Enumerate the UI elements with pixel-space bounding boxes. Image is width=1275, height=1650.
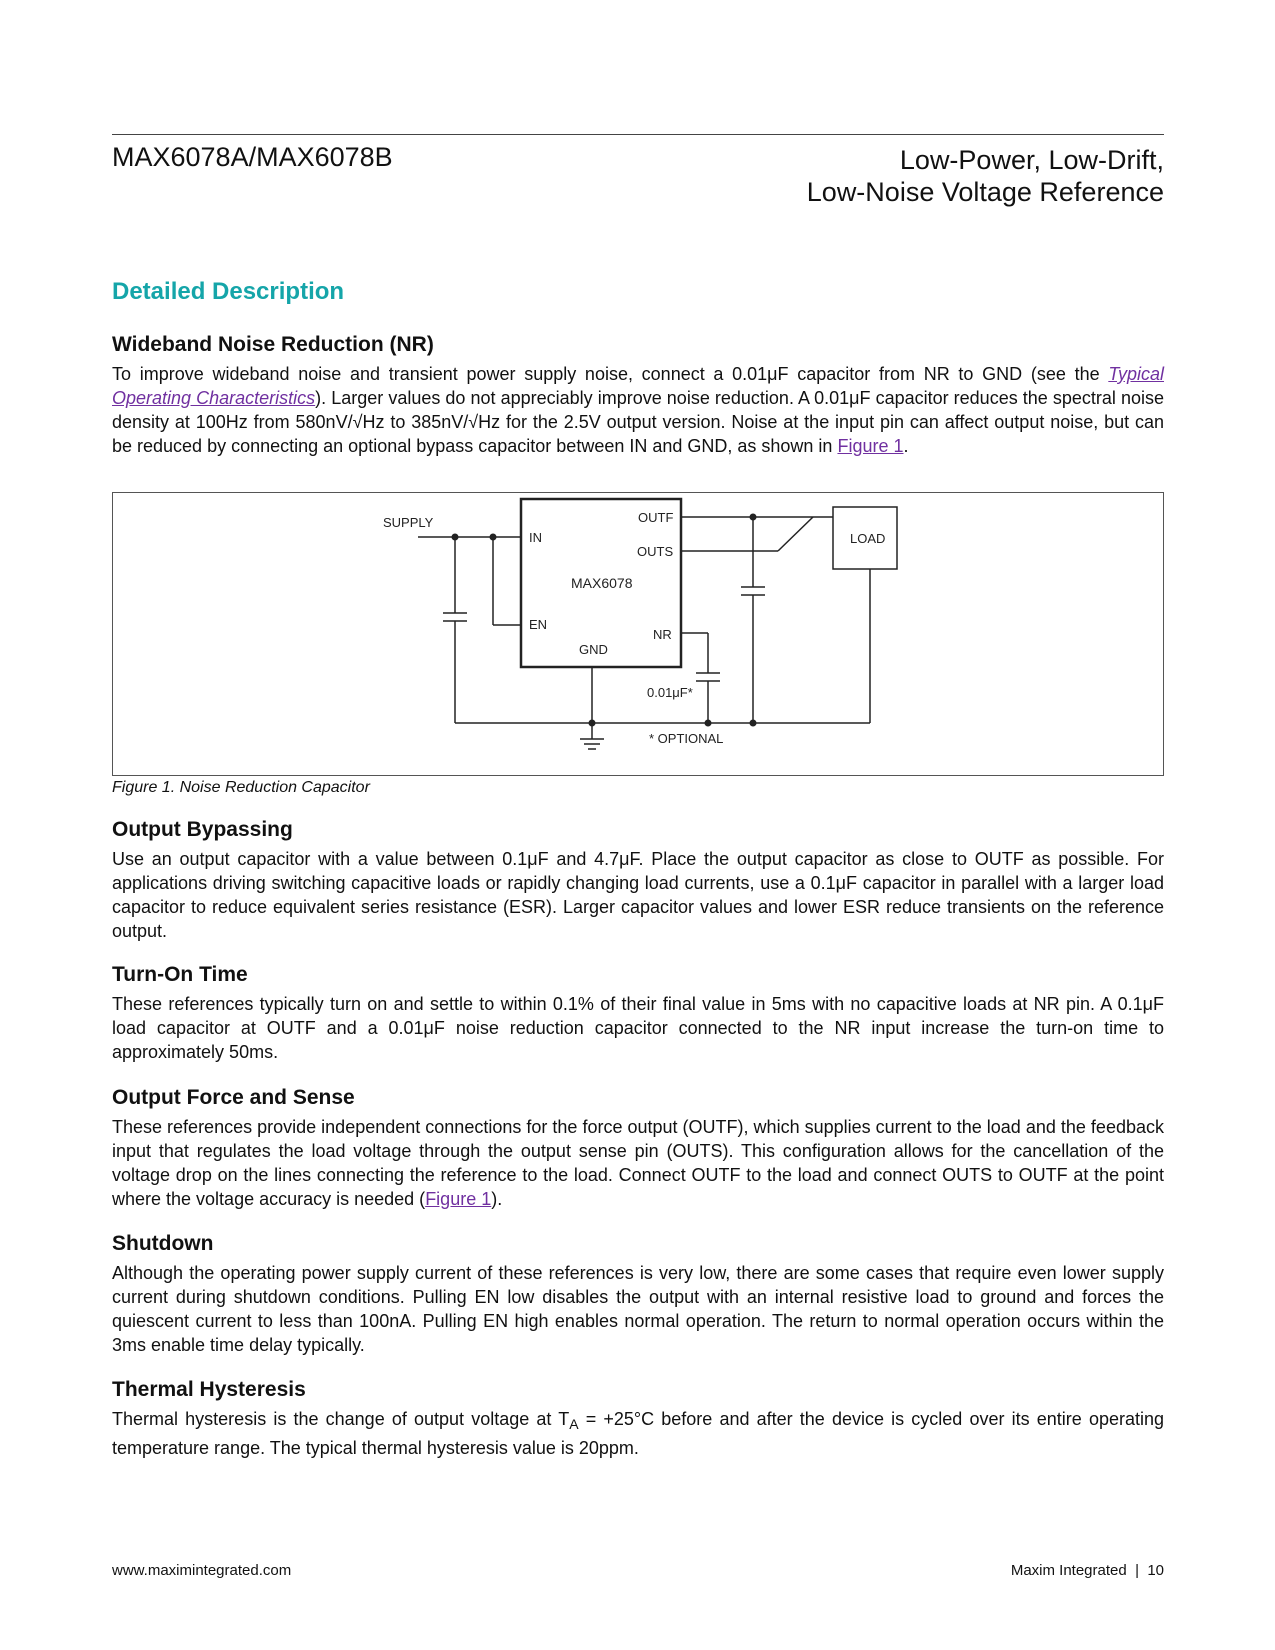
footer-company: Maxim Integrated xyxy=(1010,1562,1127,1579)
link-figure-1[interactable]: Figure 1 xyxy=(425,1189,492,1209)
footer-website[interactable]: www.maximintegrated.com xyxy=(112,1562,292,1579)
label-en: EN xyxy=(529,617,548,632)
document-title-line2: Low-Noise Voltage Reference xyxy=(806,177,1164,207)
thermal-text-1: Thermal hysteresis is the change of output voltage at T xyxy=(112,1409,570,1429)
nr-text-3: . xyxy=(903,436,909,456)
heading-shutdown: Shutdown xyxy=(112,1232,214,1255)
footer-separator: | xyxy=(1135,1562,1139,1579)
force-text-2: ). xyxy=(491,1189,503,1209)
heading-thermal-hysteresis: Thermal Hysteresis xyxy=(112,1378,306,1401)
junction-dot xyxy=(452,534,459,541)
label-load: LOAD xyxy=(850,531,886,546)
label-gnd: GND xyxy=(579,642,608,657)
paragraph-output-bypassing: Use an output capacitor with a value between 0.1μF and 4.7μF. Place the output capacitor as close to OUTF as possible. For applications driving switching capacitive loads or rapidly changing load currents, use a 0.1μF capacitor in parallel with a larger load capacitor to reduce equivalent series resistance (ESR). Larger capacitor values and lower ESR reduce transients on the reference output. xyxy=(112,849,1164,941)
header-rule xyxy=(112,134,1164,135)
junction-dot xyxy=(705,720,712,727)
label-in: IN xyxy=(529,530,542,545)
footer-right xyxy=(1011,1562,1164,1579)
paragraph-shutdown: Although the operating power supply current of these references is very low, there are some cases that require even lower supply current during shutdown conditions. Pulling EN low disables the output with an internal resistive load to ground and forces the quiescent current to less than 100nA. Pulling EN high enables normal operation. The return to normal operation occurs within the 3ms enable time delay typically. xyxy=(112,1263,1164,1355)
section-title: Detailed Description xyxy=(112,278,345,305)
thermal-text-2: = +25°C before and after the device is cycled over its entire operating temperature range. The typical thermal hysteresis value is 20ppm. xyxy=(112,1409,1164,1458)
paragraph-output-force-sense xyxy=(112,1115,1164,1211)
part-number: MAX6078A/MAX6078B xyxy=(112,142,393,172)
nr-text-2: ). Larger values do not appreciably improve noise reduction. A 0.01μF capacitor reduces the spectral noise density at 100Hz from 580nV/√Hz to 385nV/√Hz for the 2.5V output version. Noise at the input pin can affect output noise, but can be reduced by connecting an optional bypass capacitor between IN and GND, as shown in xyxy=(112,388,1164,456)
heading-turn-on-time: Turn-On Time xyxy=(112,963,248,986)
paragraph-noise-reduction xyxy=(112,362,1164,458)
document-title xyxy=(604,144,1164,208)
figure-1-frame xyxy=(112,492,1164,776)
thermal-subscript: A xyxy=(569,1416,579,1432)
link-figure-1[interactable]: Figure 1 xyxy=(837,436,904,456)
force-text-1: These references provide independent connections for the force output (OUTF), which supplies current to the load and the feedback input that regulates the load voltage through the output sense pin (OUTS). This configuration allows for the cancellation of the voltage drop on the lines connecting the reference to the load. Connect OUTF to the load and connect OUTS to OUTF at the point where the voltage accuracy is needed ( xyxy=(112,1117,1164,1209)
label-supply: SUPPLY xyxy=(383,515,434,530)
label-chip: MAX6078 xyxy=(571,575,633,591)
heading-output-bypassing: Output Bypassing xyxy=(112,818,293,841)
label-outf: OUTF xyxy=(638,510,674,525)
link-typical-operating-characteristics[interactable]: Typical Operating Characteristics xyxy=(112,364,1164,408)
paragraph-thermal-hysteresis xyxy=(112,1407,1164,1460)
heading-output-force-sense: Output Force and Sense xyxy=(112,1086,355,1109)
heading-noise-reduction: Wideband Noise Reduction (NR) xyxy=(112,333,434,356)
label-optional: * OPTIONAL xyxy=(649,731,724,746)
page-number: 10 xyxy=(1147,1562,1164,1579)
document-title-line1: Low-Power, Low-Drift, xyxy=(899,145,1164,175)
nr-text-1: To improve wideband noise and transient power supply noise, connect a 0.01μF capacitor from NR to GND (see the xyxy=(112,364,1109,384)
outs-sense-wire xyxy=(778,517,813,551)
junction-dot xyxy=(750,514,757,521)
figure-caption: Figure 1. Noise Reduction Capacitor xyxy=(112,779,370,796)
paragraph-turn-on-time: These references typically turn on and settle to within 0.1% of their final value in 5ms with no capacitive loads at NR pin. A 0.1μF load capacitor at OUTF and a 0.01μF noise reduction capacitor connected to the NR input increase the turn-on time to approximately 50ms. xyxy=(112,994,1164,1062)
label-nr: NR xyxy=(653,627,672,642)
label-outs: OUTS xyxy=(637,544,674,559)
junction-dot xyxy=(490,534,497,541)
junction-dot xyxy=(750,720,757,727)
circuit-diagram xyxy=(113,493,1163,775)
junction-dot xyxy=(589,720,596,727)
label-cap-value: 0.01μF* xyxy=(647,685,693,700)
